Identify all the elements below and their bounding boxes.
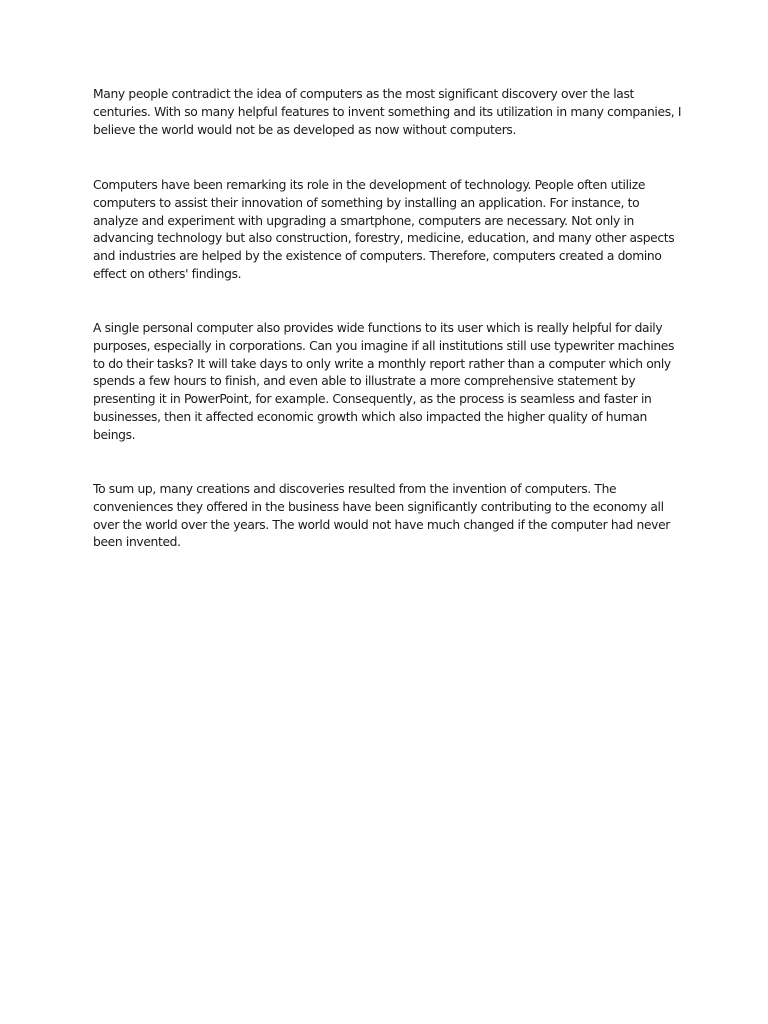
paragraph-intro — [93, 86, 683, 139]
paragraph-line: purposes, especially in corporations. Can you imagine if all institutions still use typewriter machines — [93, 338, 675, 353]
paragraph-line: to do their tasks? It will take days to only write a monthly report rather than a computer which only — [93, 356, 671, 371]
paragraph-line: advancing technology but also construction, forestry, medicine, education, and many other aspects — [93, 231, 675, 246]
paragraph-line: A single personal computer also provides wide functions to its user which is really helpful for daily — [93, 321, 663, 335]
paragraph-line: analyze and experiment with upgrading a smartphone, computers are necessary. Not only in — [93, 213, 634, 228]
paragraph-line: To sum up, many creations and discoveries resulted from the invention of computers. The — [93, 482, 617, 496]
paragraph-line: effect on others' findings. — [93, 266, 242, 281]
paragraph-line: conveniences they offered in the business have been significantly contributing to the economy all — [93, 499, 664, 514]
paragraph-technology — [93, 177, 683, 284]
paragraph-line: computers to assist their innovation of something by installing an application. For instance, to — [93, 195, 640, 210]
paragraph-line: over the world over the years. The world would not have much changed if the computer had never — [93, 517, 671, 532]
paragraph-line: beings. — [93, 427, 136, 442]
paragraph-line: businesses, then it affected economic growth which also impacted the higher quality of human — [93, 409, 647, 424]
paragraph-line: spends a few hours to finish, and even able to illustrate a more comprehensive statement by — [93, 374, 636, 389]
paragraph-line: presenting it in PowerPoint, for example. Consequently, as the process is seamless and faster in — [93, 392, 652, 407]
paragraph-line: been invented. — [93, 535, 181, 550]
paragraph-line: centuries. With so many helpful features to invent something and its utilization in many companies, I — [93, 104, 682, 119]
paragraph-line: and industries are helped by the existence of computers. Therefore, computers created a domino — [93, 249, 662, 264]
paragraph-personal-computer — [93, 320, 683, 445]
paragraph-line: believe the world would not be as developed as now without computers. — [93, 122, 517, 137]
paragraph-line: Many people contradict the idea of computers as the most significant discovery over the last — [93, 87, 635, 101]
paragraph-line: Computers have been remarking its role in the development of technology. People often utilize — [93, 178, 646, 192]
paragraph-conclusion — [93, 481, 683, 552]
